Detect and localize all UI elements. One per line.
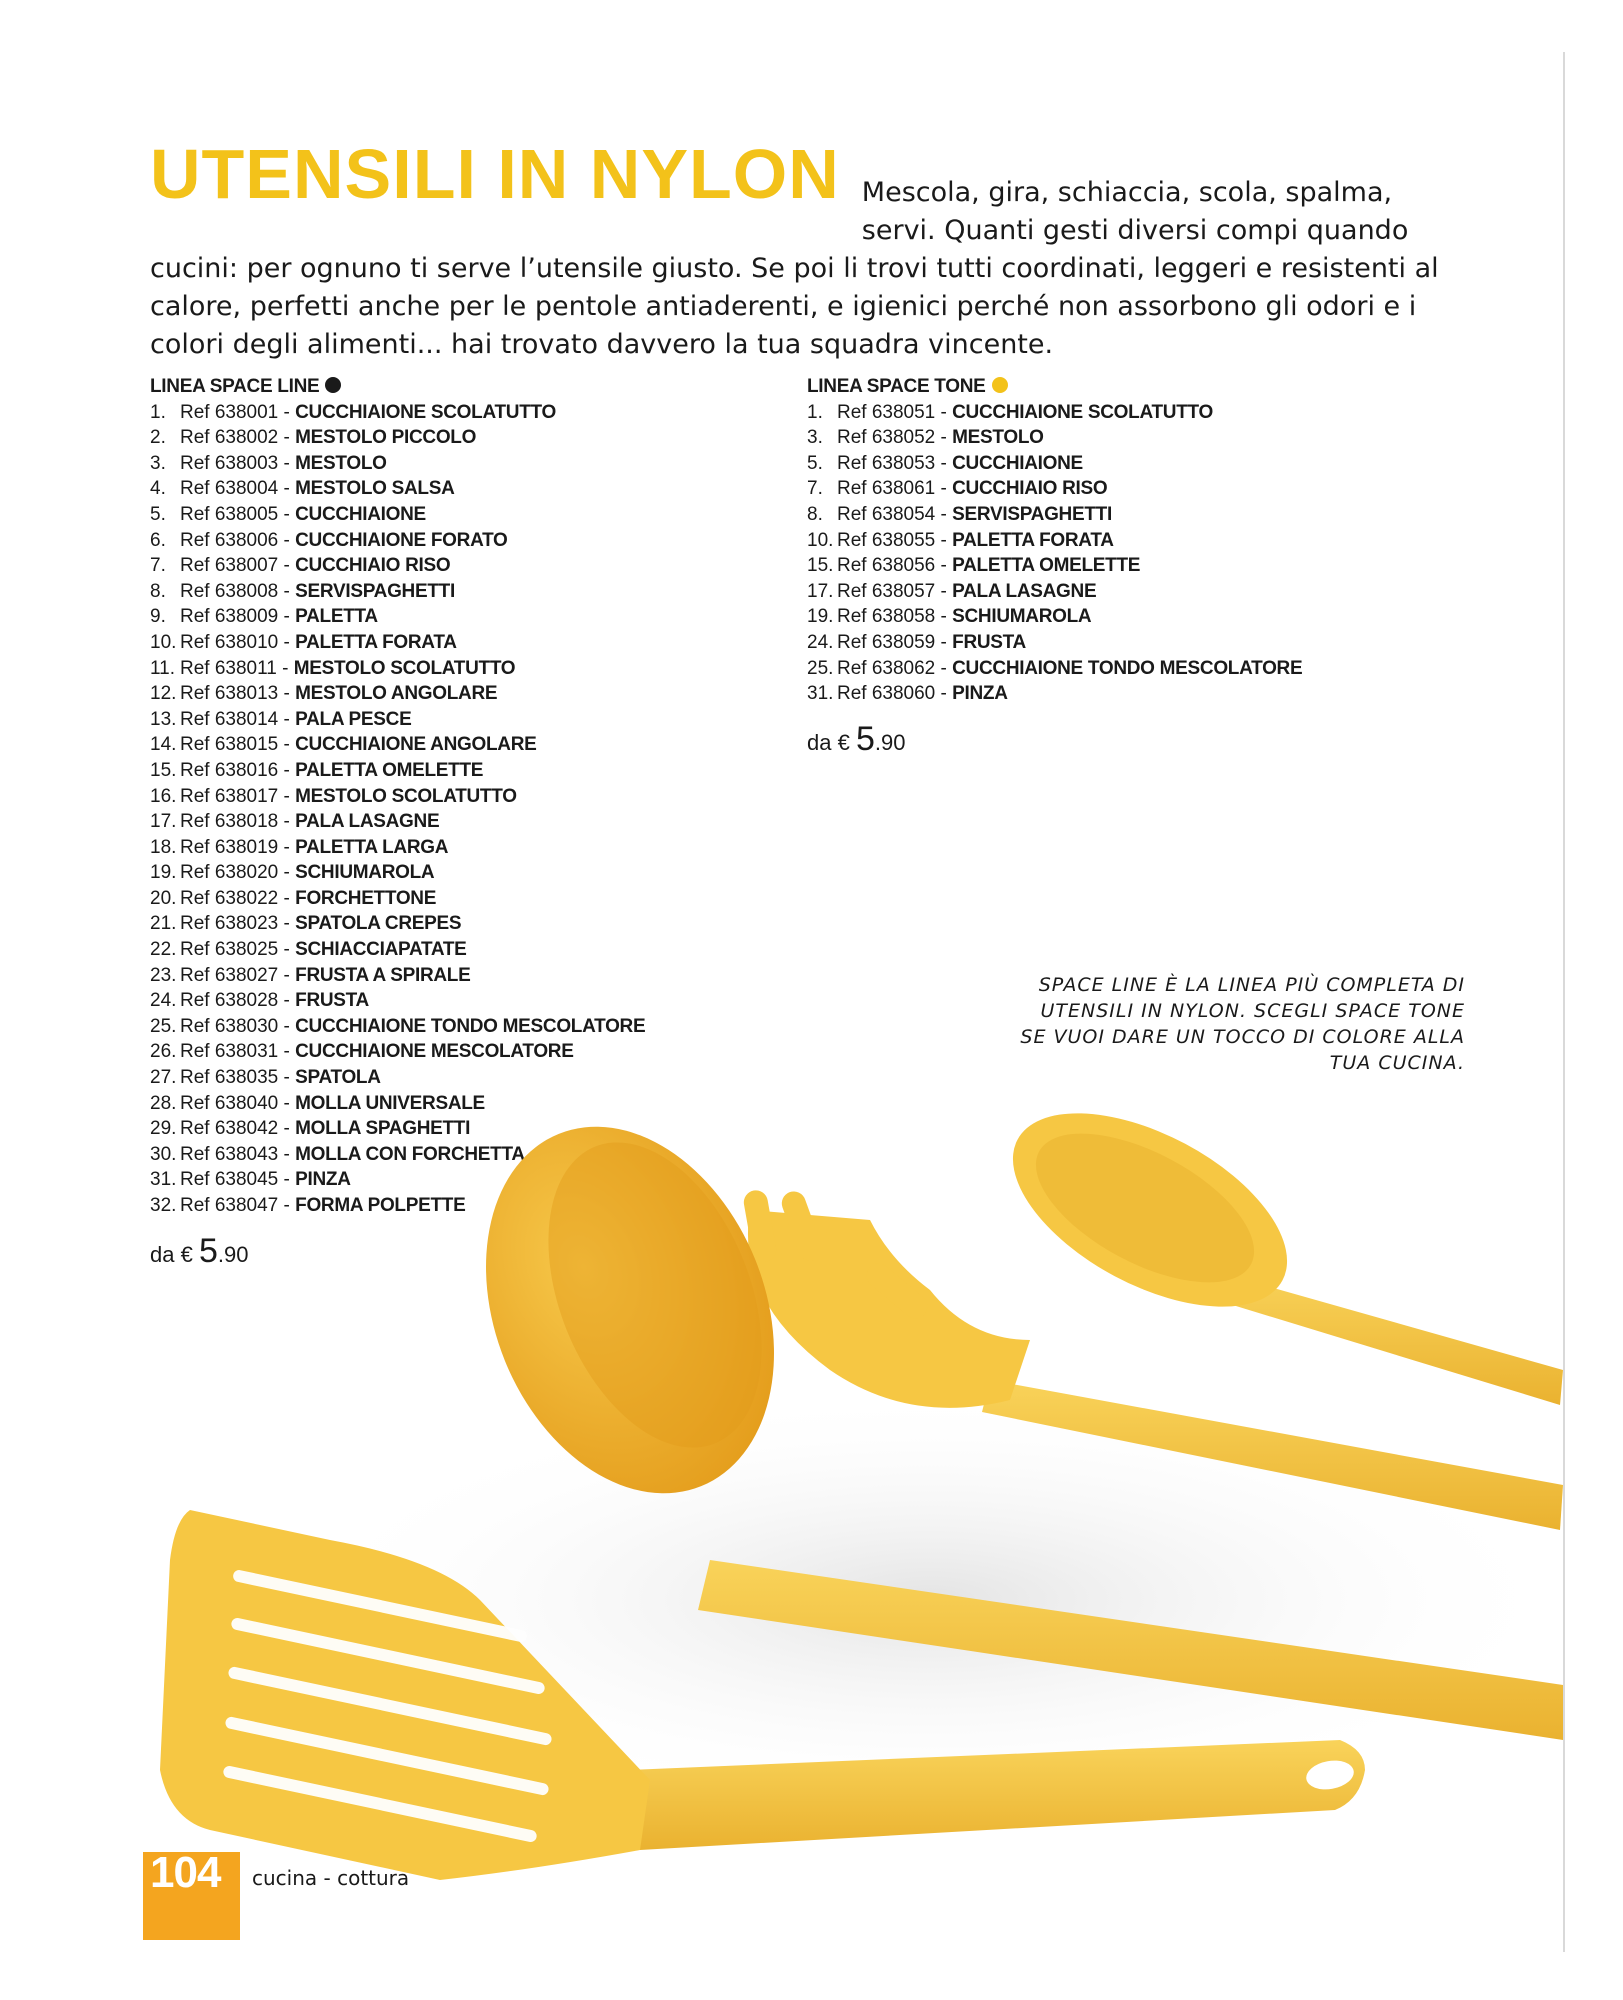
page-number: 104 bbox=[150, 1848, 221, 1897]
item-number: 27. bbox=[150, 1067, 177, 1089]
list-item bbox=[150, 784, 710, 810]
item-name: PINZA bbox=[295, 1169, 351, 1191]
item-ref: Ref 638013 - bbox=[180, 683, 296, 705]
item-number: 22. bbox=[150, 939, 177, 961]
item-name: CUCCHIAIONE TONDO MESCOLATORE bbox=[295, 1015, 646, 1037]
item-ref: Ref 638001 - bbox=[180, 401, 296, 423]
item-name: CUCCHIAIONE SCOLATUTTO bbox=[952, 401, 1213, 423]
item-name: FRUSTA bbox=[952, 631, 1026, 653]
list-item bbox=[150, 604, 710, 630]
intro-paragraph: Mescola, gira, schiaccia, scola, spalma, servi. Quanti gesti diversi compi quando cucini: per ognuno ti serve l’utensile giusto. Se poi li trovi tutti coordinati, leggeri e resistenti al calore, perfetti anche per le pentole antiaderenti, e igienici perché non assorbono gli odori e i colori degli alimenti... hai trovato davvero la tua squadra vincente. bbox=[150, 177, 1439, 360]
item-name: MESTOLO SCOLATUTTO bbox=[295, 785, 517, 807]
headline-block bbox=[150, 135, 1470, 364]
list-item bbox=[807, 451, 1367, 477]
item-ref: Ref 638005 - bbox=[180, 503, 296, 525]
space-tone-heading: LINEA SPACE TONE bbox=[807, 374, 1367, 400]
item-name: MOLLA CON FORCHETTA bbox=[295, 1143, 525, 1165]
item-ref: Ref 638051 - bbox=[837, 401, 953, 423]
item-ref: Ref 638009 - bbox=[180, 606, 296, 628]
space-tone-price: da € 5.90 bbox=[807, 719, 906, 758]
item-number: 10. bbox=[150, 631, 177, 653]
item-number: 17. bbox=[150, 811, 177, 833]
item-ref: Ref 638014 - bbox=[180, 708, 296, 730]
item-name: SPATOLA bbox=[295, 1067, 381, 1089]
product-note: SPACE LINE È LA LINEA PIÙ COMPLETA DI UTENSILI IN NYLON. SCEGLI SPACE TONE SE VUOI DARE UN TOCCO DI COLORE ALLA TUA CUCINA. bbox=[1020, 974, 1465, 1074]
list-item bbox=[150, 809, 710, 835]
item-name: FRUSTA A SPIRALE bbox=[295, 964, 471, 986]
item-ref: Ref 638016 - bbox=[180, 759, 296, 781]
item-number: 32. bbox=[150, 1195, 177, 1216]
item-number: 16. bbox=[150, 785, 177, 807]
item-number: 3. bbox=[807, 427, 823, 449]
item-number: 25. bbox=[807, 657, 834, 679]
item-ref: Ref 638042 - bbox=[180, 1118, 296, 1140]
list-item bbox=[807, 502, 1367, 528]
item-name: PALA LASAGNE bbox=[295, 811, 440, 833]
item-name: PALETTA FORATA bbox=[295, 631, 457, 653]
item-name: MESTOLO ANGOLARE bbox=[295, 683, 498, 705]
list-item bbox=[807, 400, 1367, 426]
item-number: 1. bbox=[150, 401, 166, 423]
item-number: 24. bbox=[150, 990, 177, 1012]
item-number: 5. bbox=[150, 503, 166, 525]
page-title: UTENSILI IN NYLON bbox=[150, 135, 840, 213]
item-number: 19. bbox=[807, 606, 834, 628]
item-name: SERVISPAGHETTI bbox=[952, 503, 1112, 525]
list-item bbox=[807, 604, 1367, 630]
item-number: 25. bbox=[150, 1015, 177, 1037]
item-name: PALETTA bbox=[295, 606, 378, 628]
list-item bbox=[150, 451, 710, 477]
item-number: 3. bbox=[150, 452, 166, 474]
item-ref: Ref 638028 - bbox=[180, 990, 296, 1012]
item-ref: Ref 638002 - bbox=[180, 427, 296, 449]
list-item bbox=[807, 553, 1367, 579]
item-number: 4. bbox=[150, 478, 166, 500]
item-name: CUCCHIAIONE ANGOLARE bbox=[295, 734, 537, 756]
item-number: 13. bbox=[150, 708, 177, 730]
list-item bbox=[150, 886, 710, 912]
item-number: 24. bbox=[807, 631, 834, 653]
item-name: PALETTA OMELETTE bbox=[952, 555, 1141, 577]
list-item bbox=[807, 579, 1367, 605]
list-item bbox=[150, 1014, 710, 1040]
item-number: 6. bbox=[150, 529, 166, 551]
item-ref: Ref 638047 - bbox=[180, 1195, 296, 1216]
item-ref: Ref 638057 - bbox=[837, 580, 953, 602]
item-number: 26. bbox=[150, 1041, 177, 1063]
item-ref: Ref 638008 - bbox=[180, 580, 296, 602]
item-name: PINZA bbox=[952, 683, 1008, 705]
list-item bbox=[150, 681, 710, 707]
item-number: 11. bbox=[150, 657, 176, 679]
item-ref: Ref 638058 - bbox=[837, 606, 953, 628]
item-name: MOLLA UNIVERSALE bbox=[295, 1092, 485, 1114]
item-number: 31. bbox=[807, 683, 834, 705]
list-item bbox=[150, 835, 710, 861]
list-item bbox=[150, 579, 710, 605]
item-number: 30. bbox=[150, 1143, 177, 1165]
space-tone-column bbox=[807, 374, 1367, 758]
item-number: 10. bbox=[807, 529, 834, 551]
item-ref: Ref 638027 - bbox=[180, 964, 296, 986]
item-name: PALETTA LARGA bbox=[295, 836, 449, 858]
item-ref: Ref 638020 - bbox=[180, 862, 296, 884]
item-ref: Ref 638011 - bbox=[180, 657, 294, 679]
item-ref: Ref 638059 - bbox=[837, 631, 953, 653]
item-number: 29. bbox=[150, 1118, 177, 1140]
item-number: 7. bbox=[150, 555, 166, 577]
item-ref: Ref 638007 - bbox=[180, 555, 296, 577]
item-ref: Ref 638043 - bbox=[180, 1143, 296, 1165]
item-number: 19. bbox=[150, 862, 177, 884]
item-ref: Ref 638030 - bbox=[180, 1015, 296, 1037]
item-number: 17. bbox=[807, 580, 834, 602]
item-name: PALA LASAGNE bbox=[952, 580, 1097, 602]
item-name: FRUSTA bbox=[295, 990, 369, 1012]
item-ref: Ref 638019 - bbox=[180, 836, 296, 858]
item-ref: Ref 638015 - bbox=[180, 734, 296, 756]
item-ref: Ref 638023 - bbox=[180, 913, 296, 935]
list-item bbox=[150, 476, 710, 502]
item-ref: Ref 638003 - bbox=[180, 452, 296, 474]
item-name: PALETTA OMELETTE bbox=[295, 759, 484, 781]
item-name: CUCCHIAIONE MESCOLATORE bbox=[295, 1041, 574, 1063]
space-tone-list bbox=[807, 400, 1367, 707]
item-ref: Ref 638006 - bbox=[180, 529, 296, 551]
item-name: PALETTA FORATA bbox=[952, 529, 1114, 551]
item-number: 14. bbox=[150, 734, 177, 756]
item-ref: Ref 638054 - bbox=[837, 503, 953, 525]
item-name: CUCCHIAIO RISO bbox=[952, 478, 1108, 500]
list-item bbox=[807, 681, 1367, 707]
item-name: SCHIUMAROLA bbox=[295, 862, 435, 884]
spoon-icon bbox=[982, 1073, 1563, 1405]
list-item bbox=[150, 656, 710, 682]
item-name: CUCCHIAIONE SCOLATUTTO bbox=[295, 401, 556, 423]
item-ref: Ref 638031 - bbox=[180, 1041, 296, 1063]
item-number: 5. bbox=[807, 452, 823, 474]
list-item bbox=[150, 732, 710, 758]
item-name: MESTOLO bbox=[952, 427, 1044, 449]
item-ref: Ref 638060 - bbox=[837, 683, 953, 705]
section-label: cucina - cottura bbox=[252, 1866, 410, 1890]
item-name: PALA PESCE bbox=[295, 708, 412, 730]
item-number: 12. bbox=[150, 683, 177, 705]
list-item bbox=[150, 528, 710, 554]
item-name: CUCCHIAIONE FORATO bbox=[295, 529, 508, 551]
item-name: SCHIUMAROLA bbox=[952, 606, 1092, 628]
list-item bbox=[150, 707, 710, 733]
list-item bbox=[150, 630, 710, 656]
list-item bbox=[150, 425, 710, 451]
item-number: 18. bbox=[150, 836, 177, 858]
list-item bbox=[150, 937, 710, 963]
item-ref: Ref 638025 - bbox=[180, 939, 296, 961]
item-ref: Ref 638018 - bbox=[180, 811, 296, 833]
item-name: SERVISPAGHETTI bbox=[295, 580, 455, 602]
item-number: 23. bbox=[150, 964, 177, 986]
list-item bbox=[150, 502, 710, 528]
black-dot-icon bbox=[325, 377, 341, 393]
list-item bbox=[807, 476, 1367, 502]
list-item bbox=[150, 758, 710, 784]
item-ref: Ref 638004 - bbox=[180, 478, 296, 500]
list-item bbox=[807, 656, 1367, 682]
item-number: 15. bbox=[807, 555, 834, 577]
item-ref: Ref 638053 - bbox=[837, 452, 953, 474]
item-number: 2. bbox=[150, 427, 166, 449]
item-ref: Ref 638055 - bbox=[837, 529, 953, 551]
space-line-heading: LINEA SPACE LINE bbox=[150, 374, 710, 400]
list-item bbox=[807, 528, 1367, 554]
list-item bbox=[150, 553, 710, 579]
list-item bbox=[150, 860, 710, 886]
item-ref: Ref 638017 - bbox=[180, 785, 296, 807]
item-number: 9. bbox=[150, 606, 166, 628]
item-ref: Ref 638035 - bbox=[180, 1067, 296, 1089]
utensils-photo bbox=[150, 1040, 1563, 1940]
item-number: 7. bbox=[807, 478, 823, 500]
item-name: CUCCHIAIONE TONDO MESCOLATORE bbox=[952, 657, 1303, 679]
item-number: 28. bbox=[150, 1092, 177, 1114]
item-name: MESTOLO bbox=[295, 452, 387, 474]
page-edge-divider bbox=[1563, 52, 1565, 1952]
list-item bbox=[150, 988, 710, 1014]
item-name: MESTOLO SALSA bbox=[295, 478, 455, 500]
item-number: 31. bbox=[150, 1169, 177, 1191]
item-number: 21. bbox=[150, 913, 177, 935]
list-item bbox=[150, 911, 710, 937]
item-name: CUCCHIAIONE bbox=[952, 452, 1083, 474]
item-name: SPATOLA CREPES bbox=[295, 913, 462, 935]
item-ref: Ref 638062 - bbox=[837, 657, 953, 679]
list-item bbox=[150, 400, 710, 426]
item-ref: Ref 638052 - bbox=[837, 427, 953, 449]
item-number: 1. bbox=[807, 401, 823, 423]
item-number: 8. bbox=[150, 580, 166, 602]
item-ref: Ref 638045 - bbox=[180, 1169, 296, 1191]
item-name: SCHIACCIAPATATE bbox=[295, 939, 467, 961]
yellow-dot-icon bbox=[992, 377, 1008, 393]
list-item bbox=[807, 630, 1367, 656]
item-name: MESTOLO SCOLATUTTO bbox=[293, 657, 516, 679]
item-ref: Ref 638022 - bbox=[180, 887, 296, 909]
item-name: FORMA POLPETTE bbox=[295, 1195, 466, 1216]
item-number: 8. bbox=[807, 503, 823, 525]
list-item bbox=[807, 425, 1367, 451]
item-name: CUCCHIAIO RISO bbox=[295, 555, 451, 577]
item-number: 20. bbox=[150, 887, 177, 909]
item-ref: Ref 638040 - bbox=[180, 1092, 296, 1114]
space-line-price: da € 5.90 bbox=[150, 1231, 249, 1270]
item-name: FORCHETTONE bbox=[295, 887, 437, 909]
item-name: MOLLA SPAGHETTI bbox=[295, 1118, 471, 1140]
item-name: MESTOLO PICCOLO bbox=[295, 427, 477, 449]
item-ref: Ref 638061 - bbox=[837, 478, 953, 500]
item-name: CUCCHIAIONE bbox=[295, 503, 426, 525]
item-ref: Ref 638056 - bbox=[837, 555, 953, 577]
item-number: 15. bbox=[150, 759, 177, 781]
list-item bbox=[150, 963, 710, 989]
item-ref: Ref 638010 - bbox=[180, 631, 296, 653]
